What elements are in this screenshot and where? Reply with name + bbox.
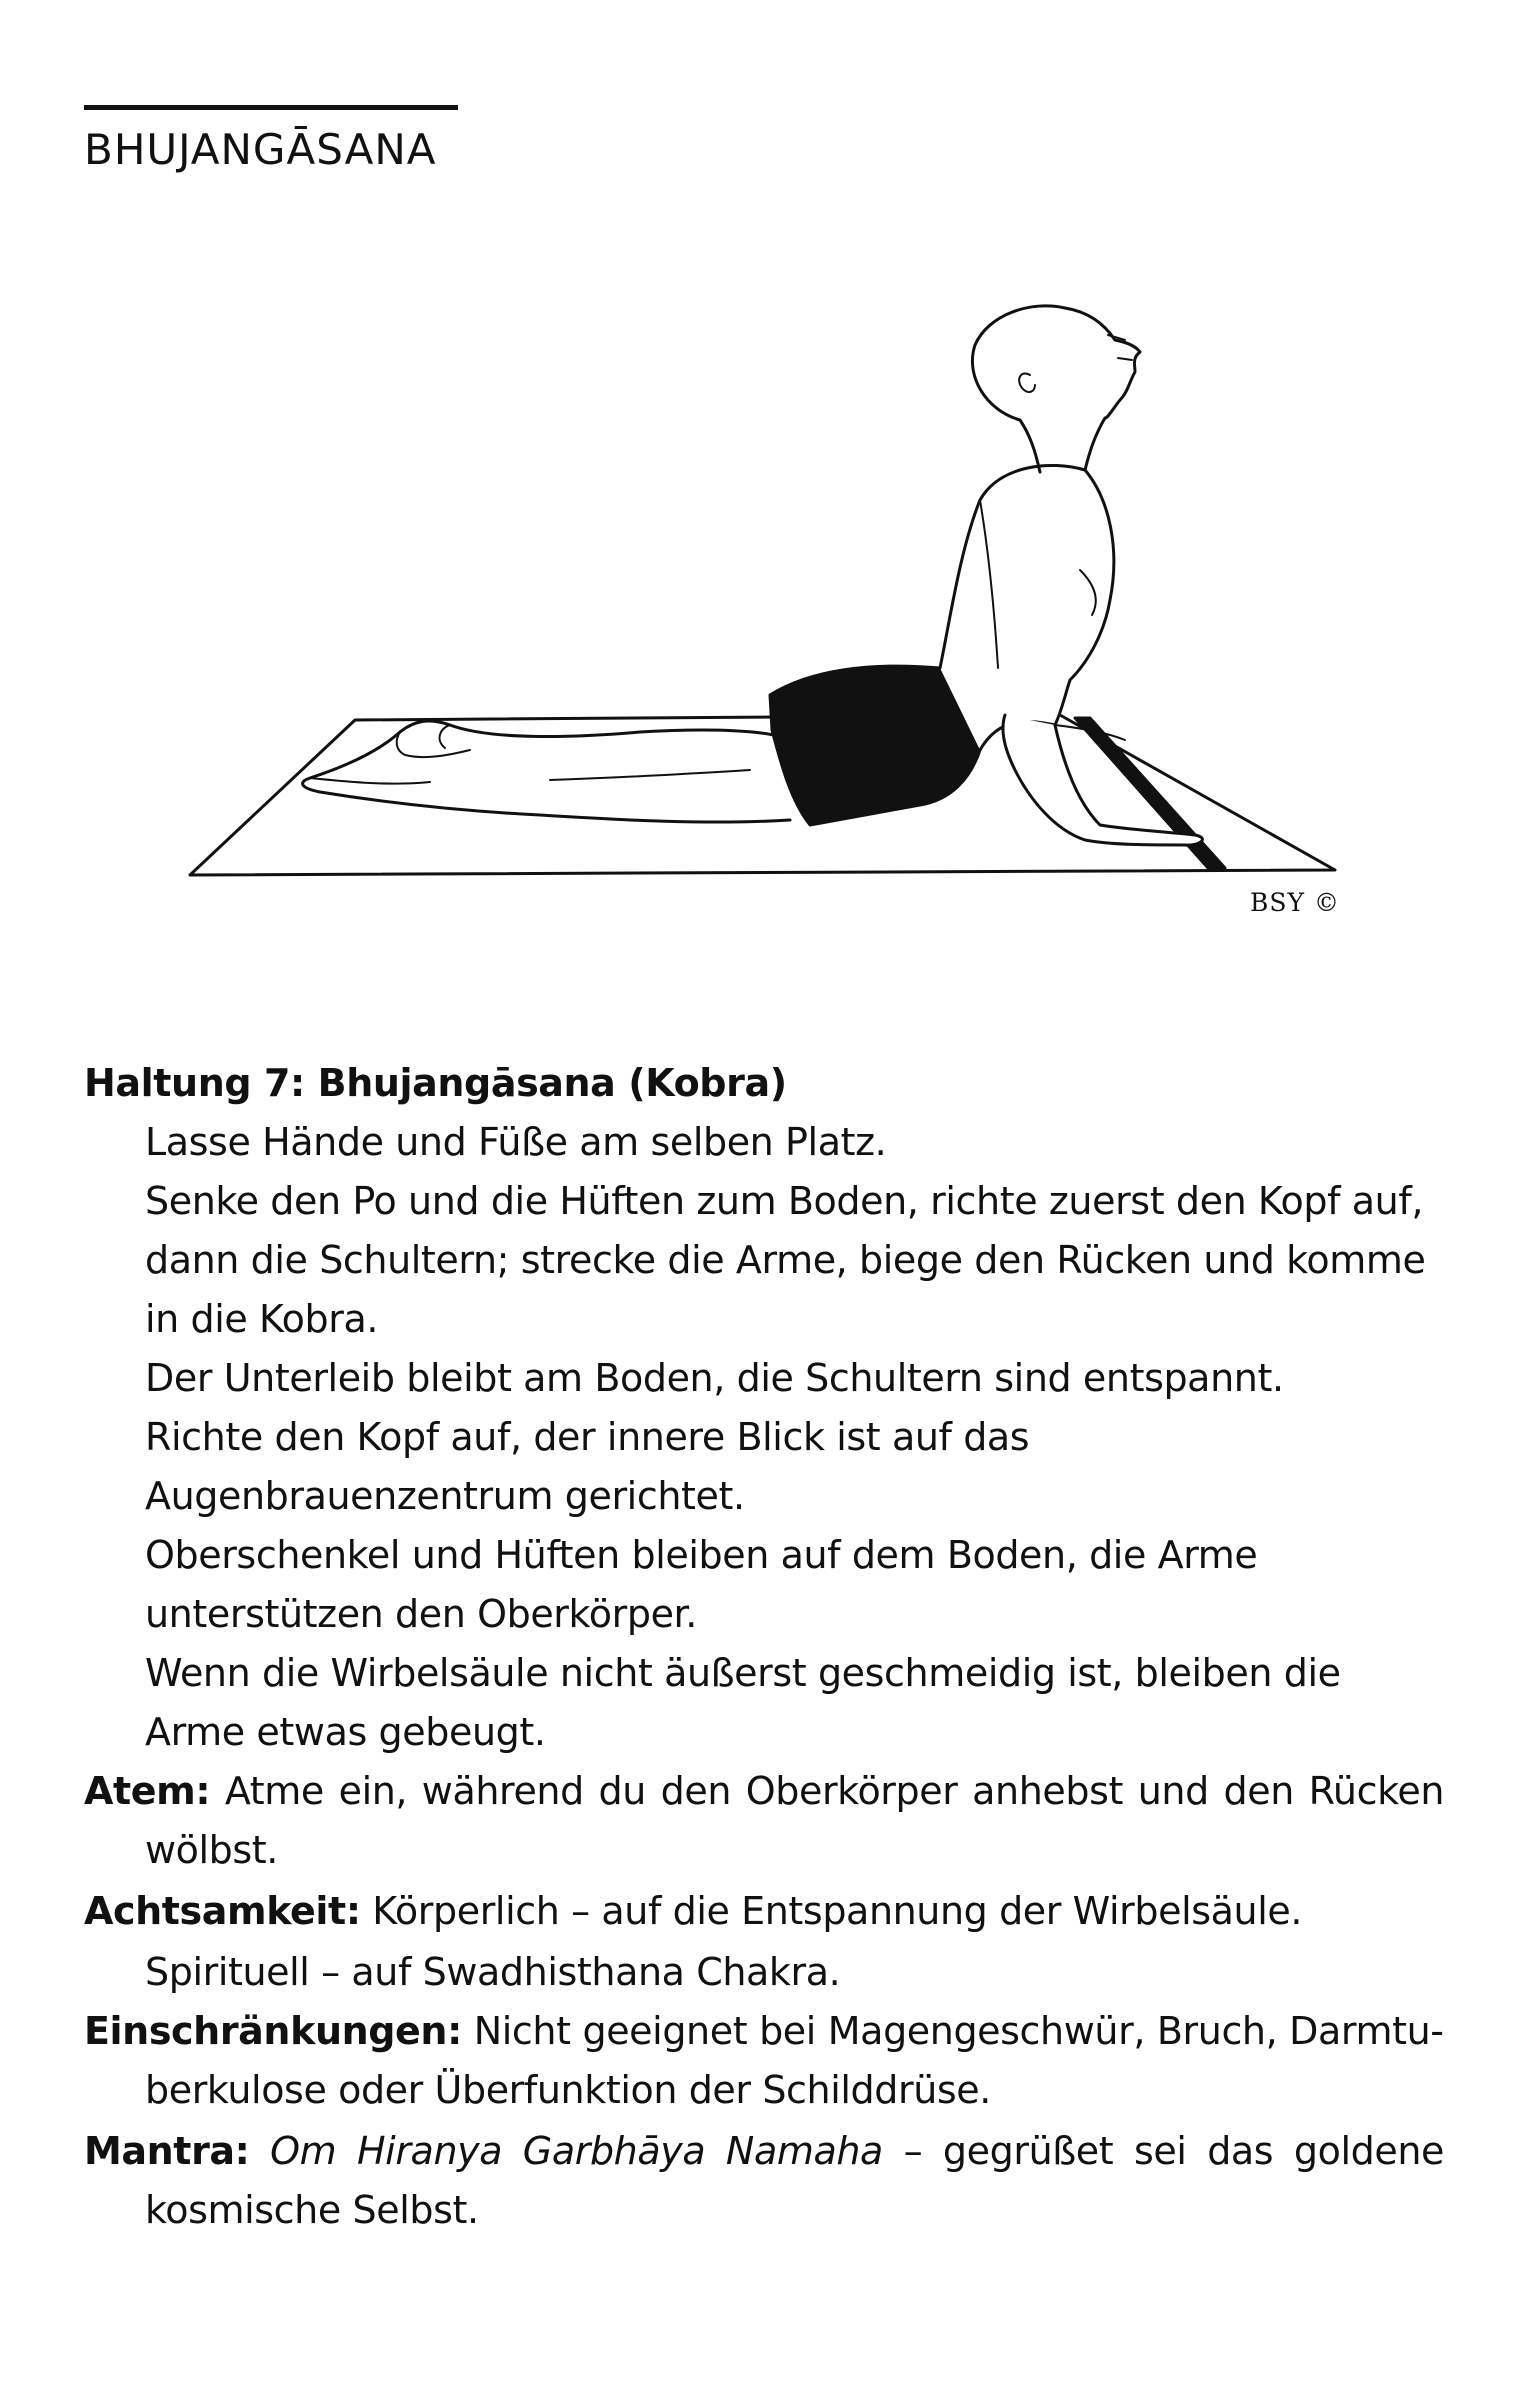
neck	[1020, 418, 1105, 472]
mantra-translation: – gegrüßet sei das goldene kosmische Selbst.	[145, 2129, 1445, 2232]
instruction-line: Lasse Hände und Füße am selben Platz.	[145, 1120, 887, 1164]
head	[972, 306, 1140, 420]
breath-label: Atem:	[84, 1769, 211, 1813]
breath-text: Atme ein, während du den Oberkörper anhebst und den Rücken wölbst.	[145, 1769, 1444, 1872]
pose-description	[84, 1054, 1444, 2242]
breath-entry	[84, 1762, 1444, 1880]
instruction-line: Wenn die Wirbelsäule nicht äußerst geschmeidig ist, bleiben die Arme etwas gebeugt.	[145, 1651, 1341, 1754]
mantra-sanskrit: Om Hiranya Garbhāya Namaha	[270, 2129, 883, 2173]
pose-heading: Haltung 7: Bhujangāsana (Kobra)	[84, 1061, 787, 1105]
instruction-line: Senke den Po und die Hüften zum Boden, richte zuerst den Kopf auf, dann die Schultern; strecke die Arme, biege den Rücken und komme in die Kobra.	[145, 1179, 1426, 1341]
restrictions-entry	[84, 2002, 1444, 2120]
awareness-text: Körperlich – auf die Entspannung der Wirbelsäule.	[360, 1889, 1303, 1933]
awareness-entry	[84, 1882, 1444, 1941]
header-rule	[84, 105, 458, 110]
running-title: BHUJANGĀSANA	[84, 125, 437, 174]
instruction-line: Der Unterleib bleibt am Boden, die Schultern sind entspannt.	[145, 1356, 1284, 1400]
restrictions-text: Nicht geeignet bei Magengeschwür, Bruch, Darmtuberkulose oder Überfunktion der Schilddrüse.	[145, 2009, 1444, 2112]
mantra-entry	[84, 2122, 1444, 2240]
illustration-credit: BSY ©	[1250, 888, 1340, 917]
instruction-line: Oberschenkel und Hüften bleiben auf dem Boden, die Arme unterstützen den Oberkörper.	[145, 1533, 1258, 1636]
awareness-spiritual: Spirituell – auf Swadhisthana Chakra.	[145, 1950, 841, 1994]
mantra-label: Mantra:	[84, 2129, 250, 2173]
restrictions-label: Einschränkungen:	[84, 2009, 462, 2053]
cobra-pose-illustration	[150, 300, 1350, 950]
instruction-line: Richte den Kopf auf, der innere Blick ist auf das Augenbrauenzentrum gerichtet.	[145, 1415, 1030, 1518]
torso	[940, 465, 1114, 750]
awareness-label: Achtsamkeit:	[84, 1889, 361, 1933]
